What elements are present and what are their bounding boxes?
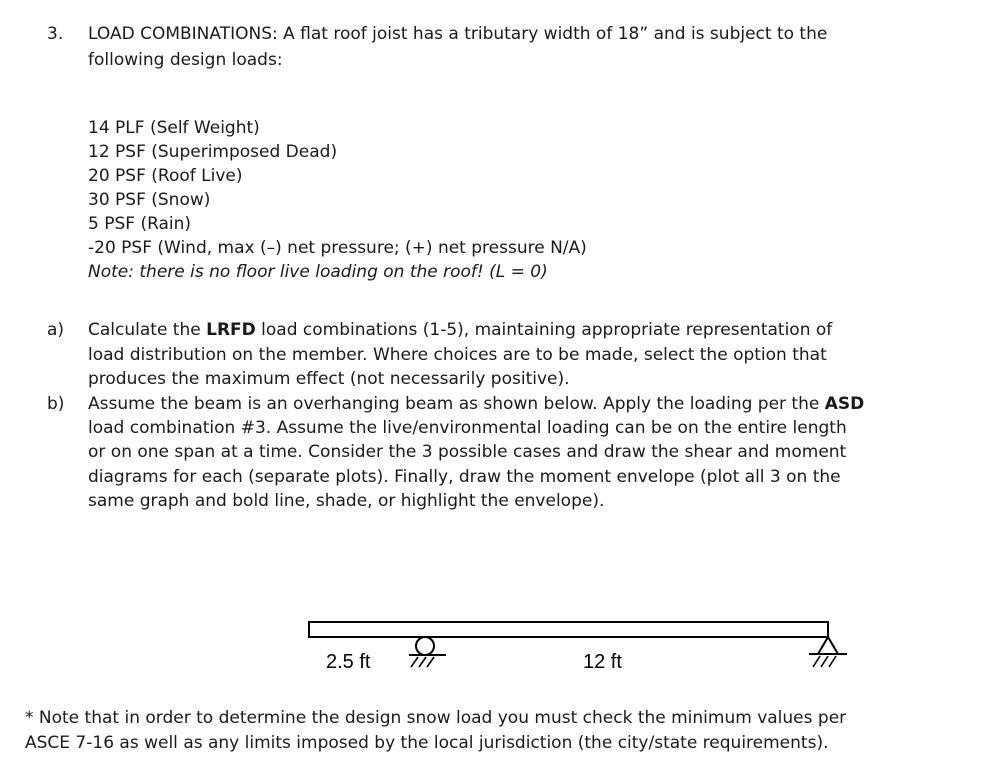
load-snow: 30 PSF (Snow) <box>88 190 211 210</box>
part-b-line-5: same graph and bold line, shade, or highlight the envelope). <box>88 491 605 511</box>
part-a-line-3: produces the maximum effect (not necessarily positive). <box>88 369 570 389</box>
load-roof-live: 20 PSF (Roof Live) <box>88 166 243 186</box>
load-superimposed-dead: 12 PSF (Superimposed Dead) <box>88 142 338 162</box>
footnote-line-2: ASCE 7-16 as well as any limits imposed by the local jurisdiction (the city/state requirements). <box>25 733 829 753</box>
part-b-marker: b) <box>47 394 65 414</box>
beam <box>309 622 828 637</box>
problem-title: LOAD COMBINATIONS: A flat roof joist has a tributary width of 18” and is subject to the <box>88 24 828 44</box>
roller-support-icon <box>409 637 446 667</box>
part-b-line-2: load combination #3. Assume the live/environmental loading can be on the entire length <box>88 418 847 438</box>
part-a-marker: a) <box>47 320 65 340</box>
load-wind: -20 PSF (Wind, max (–) net pressure; (+) net pressure N/A) <box>88 238 587 258</box>
span-length-label: 12 ft <box>583 651 622 673</box>
overhang-length-label: 2.5 ft <box>326 651 371 673</box>
footnote-line-1: * Note that in order to determine the design snow load you must check the minimum values per <box>25 708 847 728</box>
load-self-weight: 14 PLF (Self Weight) <box>88 118 260 138</box>
overhanging-beam-diagram <box>300 612 860 682</box>
part-b-line-3: or on one span at a time. Consider the 3 possible cases and draw the shear and moment <box>88 442 847 462</box>
problem-title-continued: following design loads: <box>88 50 283 70</box>
load-rain: 5 PSF (Rain) <box>88 214 192 234</box>
part-a-line-1: Calculate the LRFD load combinations (1-5), maintaining appropriate representation of <box>88 320 833 340</box>
part-b-line-4: diagrams for each (separate plots). Finally, draw the moment envelope (plot all 3 on the <box>88 467 841 487</box>
part-b-line-1: Assume the beam is an overhanging beam as shown below. Apply the loading per the ASD <box>88 394 865 414</box>
problem-number: 3. <box>47 24 64 44</box>
part-a-line-2: load distribution on the member. Where choices are to be made, select the option that <box>88 345 827 365</box>
pin-support-icon <box>809 637 847 667</box>
note-no-floor-live: Note: there is no floor live loading on the roof! (L = 0) <box>88 262 548 282</box>
